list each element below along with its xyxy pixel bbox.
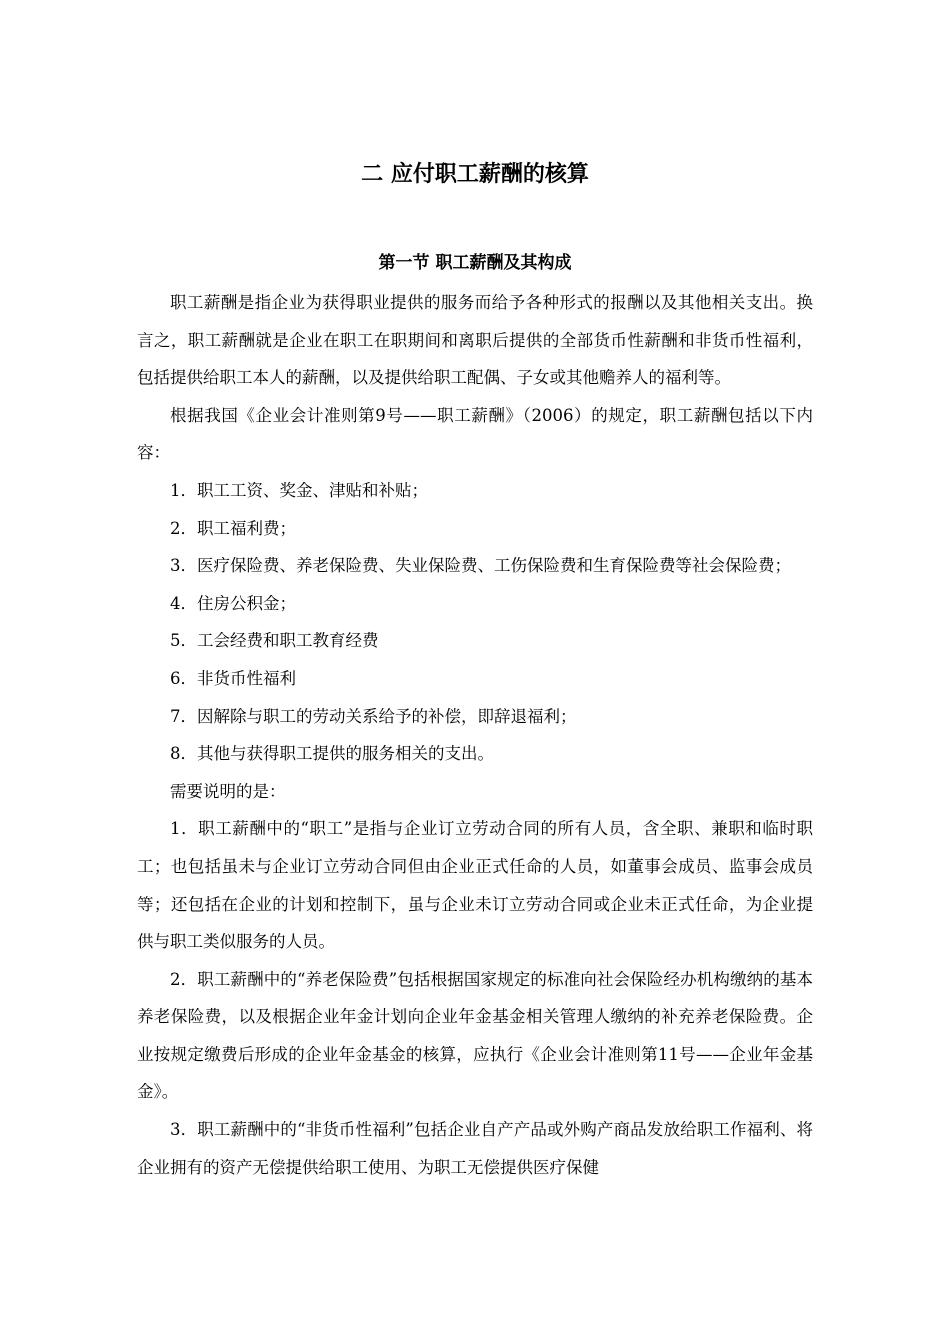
list-item: 4．住房公积金； [170,593,296,613]
paragraph-standard: 根据我国《企业会计准则第9号——职工薪酬》（2006）的规定，职工薪酬包括以下内容： [137,405,813,463]
list-item: 8．其他与获得职工提供的服务相关的支出。 [170,744,494,764]
section-title: 第一节 职工薪酬及其构成 [378,253,572,273]
paragraph-intro: 职工薪酬是指企业为获得职业提供的服务而给予各种形式的报酬以及其他相关支出。换言之，职工薪酬就是企业在职工在职期间和离职后提供的全部货币性薪酬和非货币性福利，包括提供给职工本人的薪酬，以及提供给职工配偶、子女或其他赡养人的福利等。 [137,293,813,388]
note-item: 1．职工薪酬中的“职工”是指与企业订立劳动合同的所有人员，含全职、兼职和临时职工；也包括虽未与企业订立劳动合同但由企业正式任命的人员，如董事会成员、监事会成员等；还包括在企业的计划和控制下，虽与企业未订立劳动合同或企业未正式任命，为企业提供与职工类似服务的人员。 [137,819,813,952]
list-item: 2．职工福利费； [170,518,296,538]
note-item: 2．职工薪酬中的“养老保险费”包括根据国家规定的标准向社会保险经办机构缴纳的基本养老保险费，以及根据企业年金计划向企业年金基金相关管理人缴纳的补充养老保险费。企业按规定缴费后形成的企业年金基金的核算，应执行《企业会计准则第11号——企业年金基金》。 [137,969,813,1102]
list-item: 5．工会经费和职工教育经费 [170,631,379,651]
list-item: 1．职工工资、奖金、津贴和补贴； [170,480,428,500]
note-item: 3．职工薪酬中的“非货币性福利”包括企业自产产品或外购产商品发放给职工作福利、将企业拥有的资产无偿提供给职工使用、为职工无偿提供医疗保健 [137,1120,813,1177]
list-item: 6．非货币性福利 [170,668,296,688]
document-body [137,284,813,1186]
paragraph-note-heading: 需要说明的是： [170,781,286,801]
document-title: 二 应付职工薪酬的核算 [361,162,589,187]
list-item: 7．因解除与职工的劳动关系给予的补偿，即辞退福利； [170,706,577,726]
list-item: 3．医疗保险费、养老保险费、失业保险费、工伤保险费和生育保险费等社会保险费； [170,556,791,576]
